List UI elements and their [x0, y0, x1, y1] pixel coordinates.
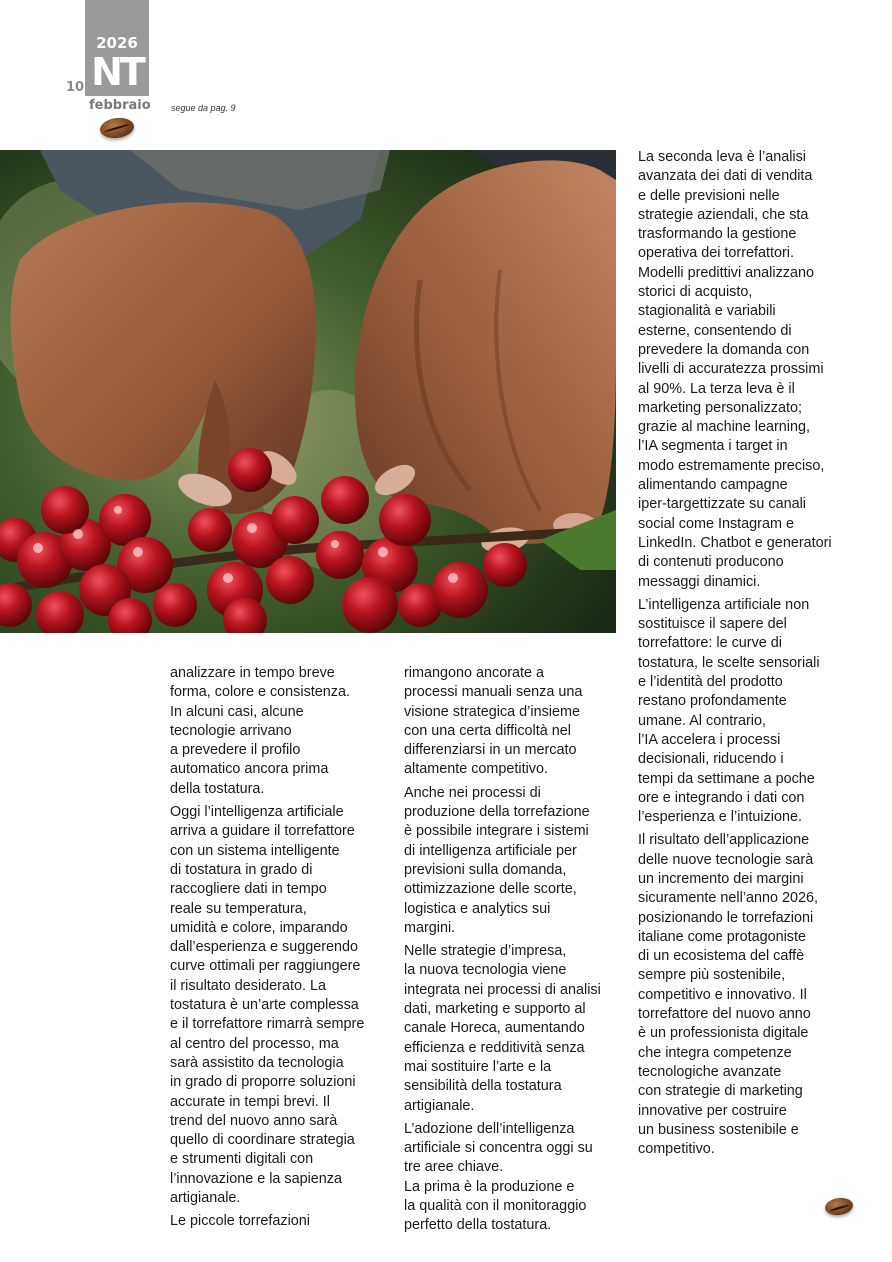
paragraph: L’intelligenza artificiale non sostituisce il sapere del torrefattore: le curve di tostatura, le scelte sensoriali e l’identità del prodotto restano profondamente umane. Al contrario, l’IA accelera i processi decisionali, riducendo i tempi da settimane a poche ore e integrando i dati con l’esperienza e l’intuizione.	[638, 596, 820, 826]
text-column-2	[404, 664, 619, 1240]
coffee-bean-icon	[99, 116, 135, 141]
paragraph: Anche nei processi di produzione della torrefazione è possibile integrare i sistemi di intelligenza artificiale per previsioni sulla domanda, ottimizzazione delle scorte, logistica e analytics sui margini.	[404, 784, 590, 936]
masthead-logo: NT	[91, 50, 143, 94]
paragraph: La seconda leva è l’analisi avanzata dei dati di vendita e delle previsioni nelle strategie aziendali, che sta trasformando la gestione operativa dei torrefattori. Modelli predittivi analizzano storici di acquisto, stagionalità e variabili esterne, consentendo di prevedere la domanda con livelli di accuratezza prossimi al 90%. La terza leva è il marketing personalizzato; grazie al machine learning, l’IA segmenta i target in modo estremamente preciso, alimentando campagne iper-targettizzate su canali social come Instagram e LinkedIn. Chatbot e generatori di contenuti producono messaggi dinamici.	[638, 149, 832, 590]
text-column-3	[638, 148, 853, 1163]
continued-from-note: segue da pag. 9	[171, 103, 236, 113]
paragraph: rimangono ancorate a processi manuali senza una visione strategica d’insieme con una certa difficoltà nel differenziarsi in un mercato altamente competitivo.	[404, 665, 583, 778]
coffee-bean-end-icon	[824, 1196, 854, 1217]
text-column-1	[170, 664, 385, 1236]
paragraph: L’adozione dell’intelligenza artificiale si concentra oggi su tre aree chiave. La prima è la produzione e la qualità con il monitoraggio perfetto della tostatura.	[404, 1120, 593, 1234]
paragraph: Oggi l’intelligenza artificiale arriva a guidare il torrefattore con un sistema intelligente di tostatura in grado di raccogliere dati in tempo reale su temperatura, umidità e colore, imparando dall’esperienza e suggerendo curve ottimali per raggiungere il risultato desiderato. La tostatura è un’arte complessa e il torrefattore rimarrà sempre al centro del processo, ma sarà assistito da tecnologia in grado di proporre soluzioni accurate in tempi brevi. Il trend del nuovo anno sarà quello di coordinare strategia e strumenti digitali con l’innovazione e la sapienza artigianale.	[170, 804, 365, 1207]
masthead-month: febbraio	[89, 98, 151, 113]
paragraph: Le piccole torrefazioni	[170, 1213, 310, 1230]
coffee-harvest-photo	[0, 150, 616, 633]
masthead-year: 2026	[96, 34, 138, 52]
paragraph: analizzare in tempo breve forma, colore e consistenza. In alcuni casi, alcune tecnologie arrivano a prevedere il profilo automatico ancora prima della tostatura.	[170, 665, 350, 797]
page-number: 10	[66, 80, 85, 95]
paragraph: Nelle strategie d’impresa, la nuova tecnologia viene integrata nei processi di analisi dati, marketing e supporto al canale Horeca, aumentando efficienza e redditività senza mai sostituire l’arte e la sensibilità della tostatura artigianale.	[404, 943, 601, 1114]
paragraph: Il risultato dell’applicazione delle nuove tecnologie sarà un incremento dei margini sicuramente nell’anno 2026, posizionando le torrefazioni italiane come protagoniste di un ecosistema del caffè sempre più sostenibile, competitivo e innovativo. Il torrefattore del nuovo anno è un professionista digitale che integra competenze tecnologiche avanzate con strategie di marketing innovative per costruire un business sostenibile e competitivo.	[638, 832, 819, 1158]
masthead	[85, 0, 149, 96]
